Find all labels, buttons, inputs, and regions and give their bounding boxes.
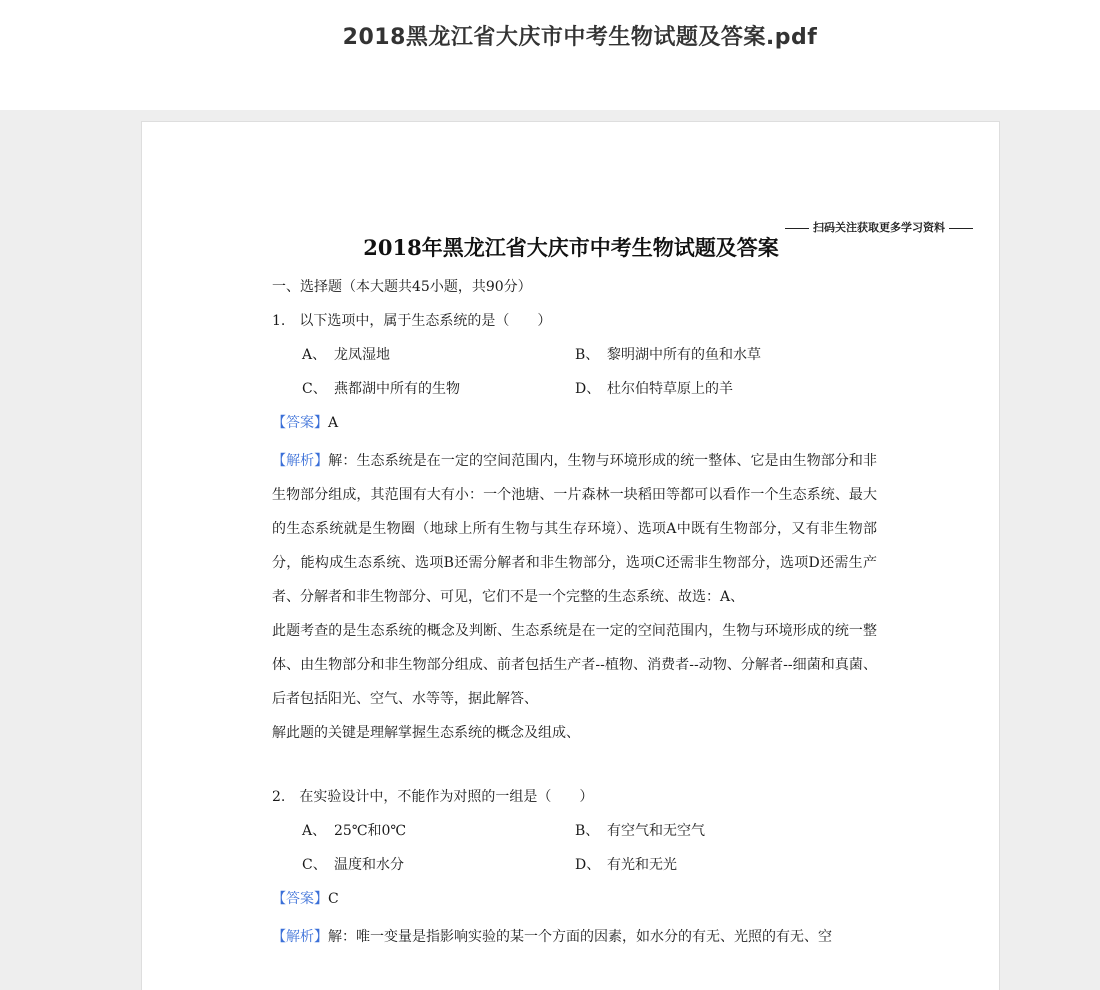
answer-line	[272, 886, 877, 920]
options-row	[272, 376, 877, 410]
pdf-viewer[interactable]	[0, 110, 1100, 990]
answer-value: A	[328, 415, 339, 431]
divider	[785, 228, 809, 229]
answer-value: C	[328, 891, 339, 907]
question-text: 以下选项中，属于生态系统的是（ ）	[299, 313, 552, 329]
file-title: 2018黑龙江省大庆市中考生物试题及答案.pdf	[342, 25, 818, 50]
question-number: 1.	[272, 313, 286, 329]
option-d: D、 有光和无光	[575, 857, 677, 873]
analysis-text: 解：生态系统是在一定的空间范围内，生物与环境形成的统一整体、它是由生物部分和非生物部分组成，其范围有大有小：一个池塘、一片森林一块稻田等都可以看作一个生态系统、最大的生态系统就是生物圈（地球上所有生物与其生存环境）、选项A中既有生物部分，又有非生物部分，能构成生态系统、选项B还需分解者和非生物部分，选项C还需非生物部分，选项D还需生产者、分解者和非生物部分、可见，它们不是一个完整的生态系统、故选：A、	[272, 453, 878, 605]
comment-paragraph: 解此题的关键是理解掌握生态系统的概念及组成、	[272, 725, 580, 741]
question-stem	[272, 784, 877, 818]
document-header	[0, 0, 1100, 110]
option-b: B、 有空气和无空气	[575, 823, 705, 839]
answer-line	[272, 410, 877, 444]
question-text: 在实验设计中，不能作为对照的一组是（ ）	[299, 789, 594, 805]
divider	[949, 228, 973, 229]
options-row	[272, 852, 877, 886]
analysis-tag: 【解析】	[272, 453, 329, 469]
spacer	[272, 750, 877, 784]
comment-paragraph: 此题考查的是生态系统的概念及判断、生态系统是在一定的空间范围内，生物与环境形成的统一整体、由生物部分和非生物部分组成、前者包括生产者--植物、消费者--动物、分解者--细菌和真菌、后者包括阳光、空气、水等等，据此解答、	[272, 623, 877, 707]
document-body	[272, 274, 877, 954]
options-row	[272, 818, 877, 852]
options-row	[272, 342, 877, 376]
pdf-page	[141, 121, 1000, 990]
analysis-paragraph	[272, 444, 877, 614]
question-number: 2.	[272, 789, 286, 805]
document-title: 2018年黑龙江省大庆市中考生物试题及答案	[363, 235, 779, 260]
option-a: A、 25℃和0℃	[302, 823, 407, 839]
analysis-paragraph	[272, 920, 877, 954]
analysis-text: 解：唯一变量是指影响实验的某一个方面的因素，如水分的有无、光照的有无、空	[328, 929, 832, 945]
option-b: B、 黎明湖中所有的鱼和水草	[575, 347, 761, 363]
section-heading: 一、选择题（本大题共45小题，共90分）	[272, 279, 532, 295]
option-a: A、 龙凤湿地	[302, 347, 390, 363]
option-c: C、 燕都湖中所有的生物	[302, 381, 460, 397]
option-d: D、 杜尔伯特草原上的羊	[575, 381, 733, 397]
answer-tag: 【答案】	[272, 415, 328, 431]
option-c: C、 温度和水分	[302, 857, 404, 873]
question-stem	[272, 308, 877, 342]
answer-tag: 【答案】	[272, 891, 328, 907]
analysis-tag: 【解析】	[272, 929, 328, 945]
scan-note: 扫码关注获取更多学习资料	[781, 219, 977, 235]
